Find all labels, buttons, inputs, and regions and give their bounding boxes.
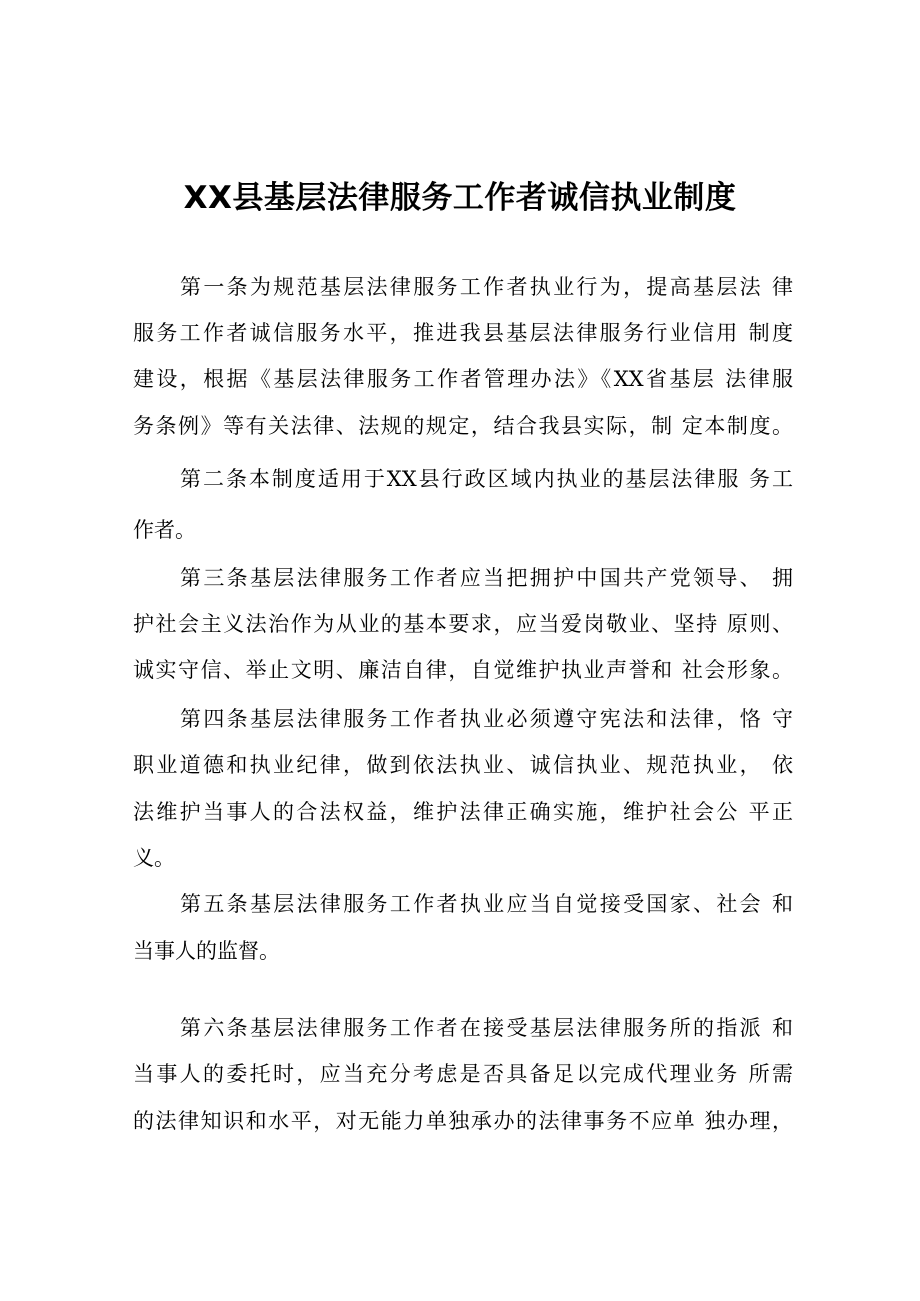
- paragraph-line: 诚实守信、举止文明、廉洁自律，自觉维护执业声誉和 社会形象。: [133, 658, 793, 682]
- paragraph-line: 第四条基层法律服务工作者执业必须遵守宪法和法律，恪 守: [180, 707, 793, 731]
- paragraph-line: 建设，根据《基层法律服务工作者管理办法》《XX省基层 法律服: [133, 367, 793, 391]
- paragraph-line: 务条例》等有关法律、法规的规定，结合我县实际，制 定本制度。: [133, 414, 793, 438]
- paragraph-line: 第一条为规范基层法律服务工作者执业行为，提高基层法 律: [180, 275, 793, 299]
- paragraph-line: 法维护当事人的合法权益，维护法律正确实施，维护社会公 平正: [133, 800, 793, 824]
- paragraph-line: 作者。: [133, 518, 196, 542]
- paragraph-line: 第三条基层法律服务工作者应当把拥护中国共产党领导、 拥: [180, 566, 793, 590]
- paragraph-line: 的法律知识和水平，对无能力单独承办的法律事务不应单 独办理，: [133, 1109, 793, 1133]
- paragraph-line: 服务工作者诚信服务水平，推进我县基层法律服务行业信用 制度: [133, 321, 793, 345]
- paragraph-line: 当事人的监督。: [133, 939, 280, 963]
- paragraph-line: 第五条基层法律服务工作者执业应当自觉接受国家、社会 和: [180, 892, 793, 916]
- paragraph-line: 当事人的委托时，应当充分考虑是否具备足以完成代理业务 所需: [133, 1062, 793, 1086]
- paragraph-line: 职业道德和执业纪律，做到依法执业、诚信执业、规范执业， 依: [133, 753, 793, 777]
- document-title: XX县基层法律服务工作者诚信执业制度: [183, 180, 737, 216]
- paragraph-line: 护社会主义法治作为从业的基本要求，应当爱岗敬业、坚持 原则、: [133, 612, 793, 636]
- paragraph-line: 第二条本制度适用于XX县行政区域内执业的基层法律服 务工: [180, 467, 793, 491]
- paragraph-line: 第六条基层法律服务工作者在接受基层法律服务所的指派 和: [180, 1016, 793, 1040]
- paragraph-line: 义。: [133, 846, 175, 870]
